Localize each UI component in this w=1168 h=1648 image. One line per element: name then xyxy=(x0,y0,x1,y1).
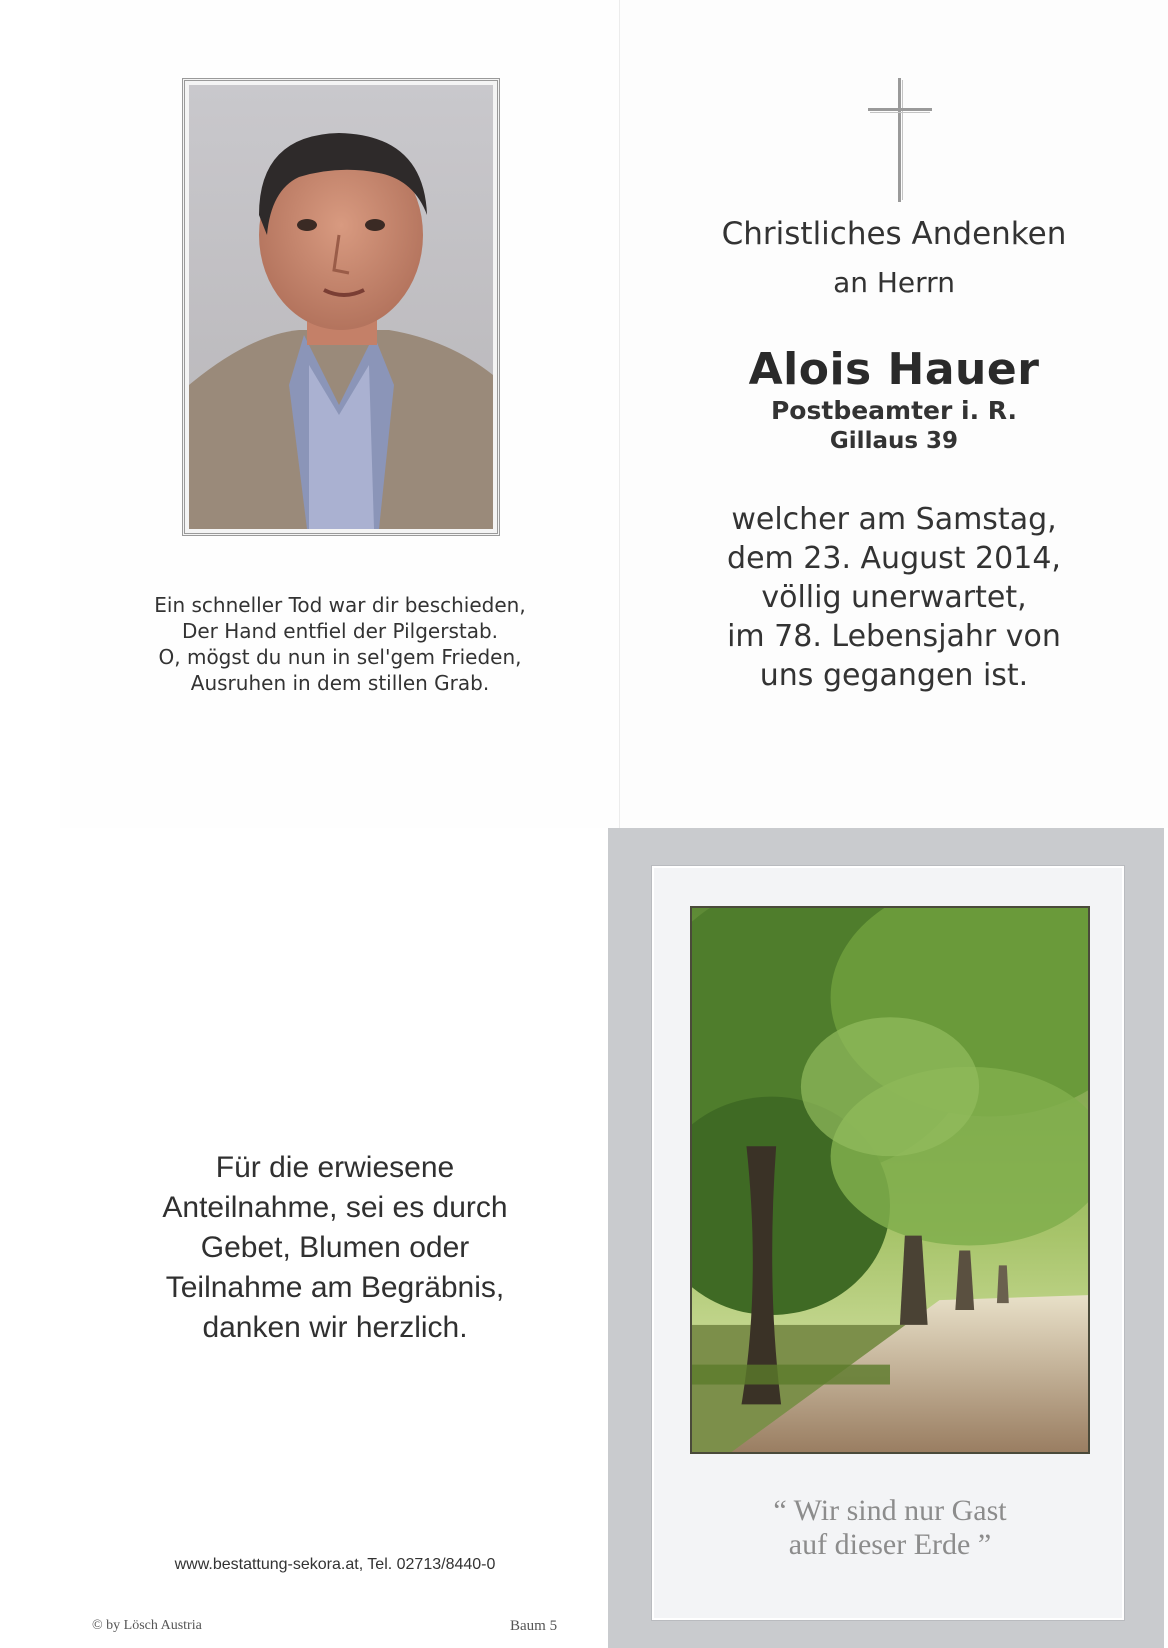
thanks-line: Teilnahme am Begräbnis, xyxy=(165,1271,505,1304)
design-code: Baum 5 xyxy=(510,1618,558,1634)
thanks-line: Für die erwiesene xyxy=(215,1151,455,1184)
notice-line: welcher am Samstag, xyxy=(731,502,1057,537)
cover-card xyxy=(652,866,1124,1620)
copyright-note: © by Lösch Austria xyxy=(92,1618,202,1633)
poem-line: O, mögst du nun in sel'gem Frieden, xyxy=(158,645,522,669)
quote-line: “ Wir sind nur Gast xyxy=(773,1494,1007,1527)
portrait-image xyxy=(189,85,493,529)
poem-line: Ausruhen in dem stillen Grab. xyxy=(190,671,490,695)
quote-line: auf dieser Erde ” xyxy=(788,1528,992,1561)
poem-line: Ein schneller Tod war dir beschieden, xyxy=(154,593,526,617)
poem-line: Der Hand entfiel der Pilgerstab. xyxy=(181,619,499,643)
portrait-photo xyxy=(182,78,500,536)
memorial-poem xyxy=(80,592,600,696)
notice-line: im 78. Lebensjahr von xyxy=(727,619,1061,654)
thanks-text xyxy=(70,1148,600,1348)
notice-line: völlig unerwartet, xyxy=(761,580,1027,615)
subheading-an-herrn: an Herrn xyxy=(833,266,955,299)
thanks-line: Gebet, Blumen oder xyxy=(200,1231,470,1264)
notice-line: uns gegangen ist. xyxy=(759,658,1029,693)
heading-christliches-andenken: Christliches Andenken xyxy=(721,216,1067,252)
funeral-home-contact: www.bestattung-sekora.at, Tel. 02713/8440-0 xyxy=(174,1556,496,1573)
thanks-line: Anteilnahme, sei es durch xyxy=(162,1191,508,1224)
thanks-line: danken wir herzlich. xyxy=(202,1311,468,1344)
deceased-occupation: Postbeamter i. R. xyxy=(770,396,1018,425)
notice-line: dem 23. August 2014, xyxy=(727,541,1061,576)
portrait-panel xyxy=(60,0,620,828)
cover-panel xyxy=(608,828,1164,1648)
tree-avenue-image xyxy=(690,906,1090,1454)
deceased-name: Alois Hauer xyxy=(748,344,1040,395)
deceased-address: Gillaus 39 xyxy=(829,428,959,454)
death-notice-text xyxy=(620,500,1168,695)
tree-avenue-illustration xyxy=(692,908,1088,1452)
card-quote xyxy=(654,1494,1126,1562)
announcement-panel xyxy=(620,0,1168,828)
cross-icon xyxy=(868,78,932,202)
thanks-panel xyxy=(62,828,608,1648)
